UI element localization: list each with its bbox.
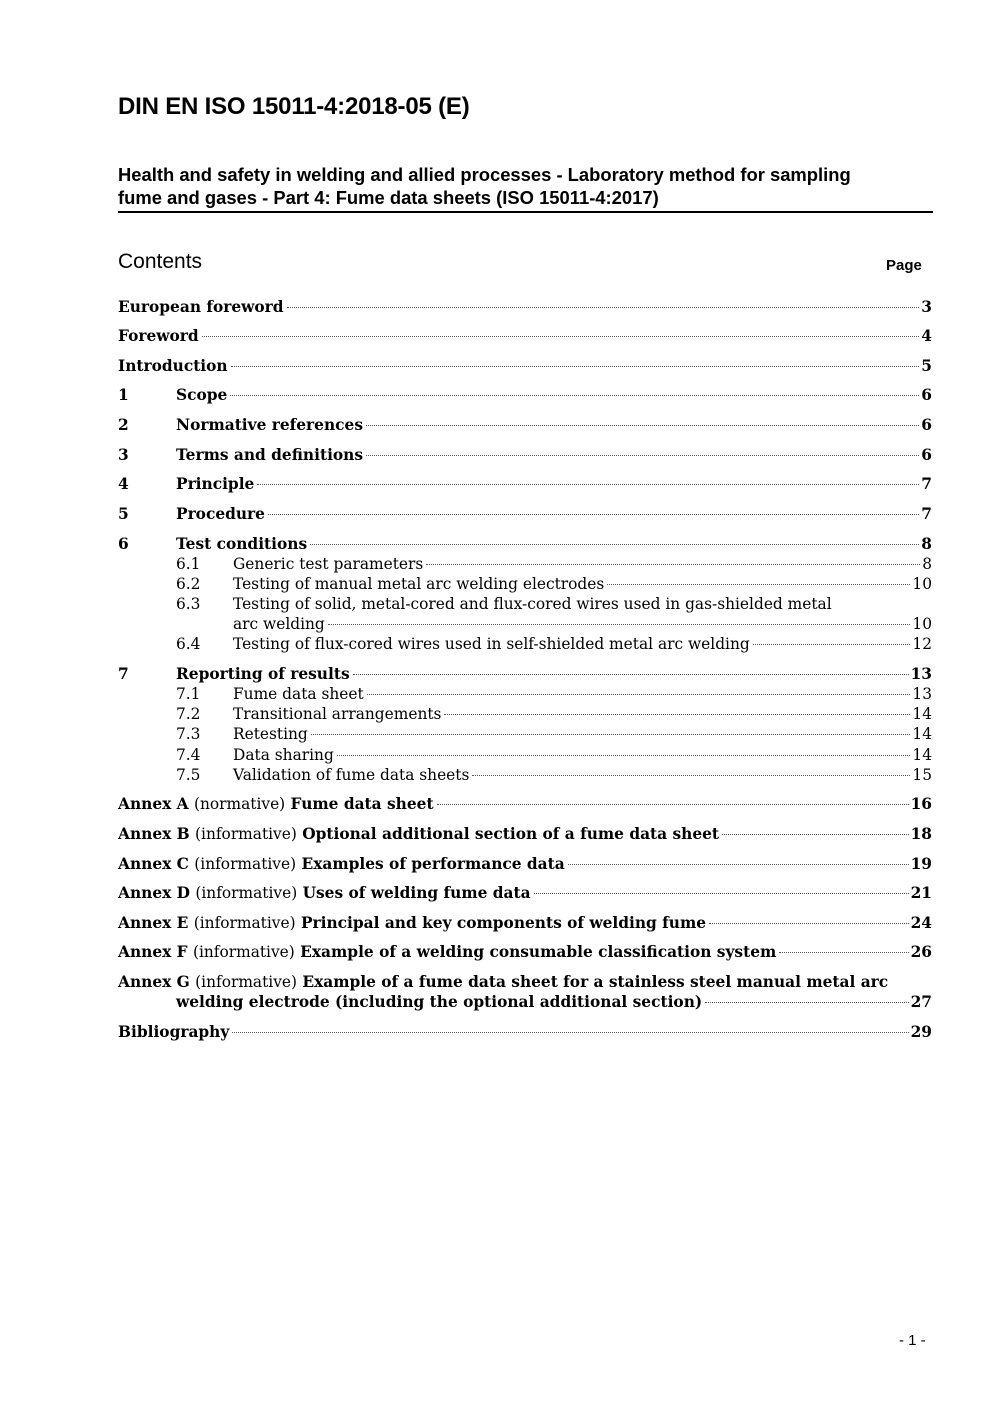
toc-leader-dots bbox=[709, 923, 909, 924]
toc-page-number: 6 bbox=[921, 386, 932, 404]
toc-entry-title: Retesting bbox=[233, 725, 308, 743]
toc-page-number: 7 bbox=[921, 505, 932, 523]
toc-page-number: 7 bbox=[921, 475, 932, 493]
toc-section-number: 5 bbox=[118, 505, 129, 523]
annex-title: Fume data sheet bbox=[290, 795, 434, 813]
subtitle-line-1: Health and safety in welding and allied processes - Laboratory method for sampling bbox=[118, 164, 851, 185]
toc-leader-dots bbox=[444, 714, 910, 715]
annex-type: (normative) bbox=[193, 795, 286, 813]
toc-section-number: 7.5 bbox=[176, 766, 201, 784]
toc-entry-title: Reporting of results bbox=[176, 665, 350, 683]
annex-type: (informative) bbox=[195, 973, 297, 991]
toc-entry-annex-a[interactable] bbox=[118, 794, 932, 814]
toc-leader-dots bbox=[779, 952, 908, 953]
toc-entry-testing-gas-shielded-wires[interactable] bbox=[176, 594, 832, 614]
annex-type: (informative) bbox=[195, 825, 297, 843]
toc-entry-european-foreword[interactable] bbox=[118, 297, 932, 317]
toc-page-number: 16 bbox=[910, 795, 932, 813]
annex-label: Annex E bbox=[118, 914, 189, 932]
toc-section-number: 7.3 bbox=[176, 725, 201, 743]
document-id: DIN EN ISO 15011-4:2018-05 (E) bbox=[118, 93, 470, 120]
toc-section-number: 4 bbox=[118, 475, 129, 493]
toc-leader-dots bbox=[328, 624, 911, 625]
toc-entry-title bbox=[118, 913, 706, 933]
toc-leader-dots bbox=[202, 336, 920, 337]
toc-section-number: 6 bbox=[118, 535, 129, 553]
toc-entry-testing-mma-electrodes[interactable] bbox=[176, 574, 932, 594]
toc-entry-title: Scope bbox=[176, 386, 228, 404]
toc-leader-dots bbox=[230, 395, 919, 396]
toc-section-number: 2 bbox=[118, 416, 129, 434]
toc-leader-dots bbox=[568, 864, 909, 865]
toc-section-number: 1 bbox=[118, 386, 129, 404]
annex-label: Annex B bbox=[118, 825, 190, 843]
toc-entry-testing-gas-shielded-wires-cont[interactable] bbox=[233, 614, 932, 634]
toc-entry-principle[interactable] bbox=[118, 474, 932, 494]
toc-page-number: 26 bbox=[910, 943, 932, 961]
toc-entry-title bbox=[118, 854, 565, 874]
annex-type: (informative) bbox=[192, 943, 295, 961]
toc-page-number: 18 bbox=[910, 825, 932, 843]
toc-leader-dots bbox=[257, 484, 919, 485]
toc-page-number: 24 bbox=[910, 914, 932, 932]
toc-entry-data-sharing[interactable] bbox=[176, 745, 932, 765]
toc-section-number: 7.1 bbox=[176, 685, 201, 703]
annex-title: Examples of performance data bbox=[301, 855, 565, 873]
toc-entry-title: Normative references bbox=[176, 416, 363, 434]
toc-entry-retesting[interactable] bbox=[176, 724, 932, 744]
toc-page-number: 4 bbox=[921, 327, 932, 345]
toc-section-number: 6.4 bbox=[176, 635, 201, 653]
toc-entry-title bbox=[118, 942, 776, 962]
toc-entry-title: Procedure bbox=[176, 505, 265, 523]
toc-entry-generic-test-parameters[interactable] bbox=[176, 554, 932, 574]
toc-entry-foreword[interactable] bbox=[118, 326, 932, 346]
toc-entry-title: Transitional arrangements bbox=[233, 705, 442, 723]
annex-title-line-2: welding electrode (including the optional additional section) bbox=[176, 993, 703, 1011]
toc-entry-title: Bibliography bbox=[118, 1023, 230, 1041]
toc-section-number: 3 bbox=[118, 446, 129, 464]
toc-entry-title: Principle bbox=[176, 475, 255, 493]
subtitle-line-2: fume and gases - Part 4: Fume data sheets (ISO 15011-4:2017) bbox=[118, 187, 659, 208]
toc-section-number: 6.2 bbox=[176, 575, 201, 593]
toc-page-number: 21 bbox=[910, 884, 932, 902]
toc-leader-dots bbox=[337, 755, 911, 756]
toc-entry-introduction[interactable] bbox=[118, 356, 932, 376]
annex-label: Annex D bbox=[118, 884, 190, 902]
toc-page-number: 8 bbox=[922, 555, 932, 573]
toc-entry-annex-e[interactable] bbox=[118, 913, 932, 933]
toc-leader-dots bbox=[366, 455, 919, 456]
annex-title: Principal and key components of welding fume bbox=[300, 914, 707, 932]
toc-entry-annex-c[interactable] bbox=[118, 854, 932, 874]
toc-entry-normative-references[interactable] bbox=[118, 415, 932, 435]
toc-entry-fume-data-sheet[interactable] bbox=[176, 684, 932, 704]
annex-type: (informative) bbox=[193, 914, 296, 932]
contents-heading: Contents bbox=[118, 250, 203, 273]
toc-entry-title: Generic test parameters bbox=[233, 555, 424, 573]
toc-leader-dots bbox=[722, 834, 909, 835]
toc-page-number: 14 bbox=[912, 705, 932, 723]
toc-page-number: 12 bbox=[912, 635, 932, 653]
toc-page-number: 15 bbox=[912, 766, 932, 784]
annex-title: Uses of welding fume data bbox=[302, 884, 531, 902]
toc-leader-dots bbox=[753, 644, 911, 645]
toc-entry-title: Data sharing bbox=[233, 746, 334, 764]
toc-page-number: 6 bbox=[921, 416, 932, 434]
toc-leader-dots bbox=[366, 425, 919, 426]
toc-page-number: 10 bbox=[912, 575, 932, 593]
toc-page-number: 5 bbox=[921, 357, 932, 375]
toc-entry-annex-b[interactable] bbox=[118, 824, 932, 844]
toc-entry-reporting-results[interactable] bbox=[118, 664, 932, 684]
annex-title: Example of a welding consumable classification system bbox=[300, 943, 777, 961]
toc-leader-dots bbox=[268, 514, 919, 515]
toc-leader-dots bbox=[426, 564, 920, 565]
toc-leader-dots bbox=[231, 366, 920, 367]
toc-entry-title: Test conditions bbox=[176, 535, 308, 553]
toc-leader-dots bbox=[705, 1002, 908, 1003]
toc-leader-dots bbox=[607, 584, 910, 585]
toc-entry-title: Fume data sheet bbox=[233, 685, 364, 703]
annex-type: (informative) bbox=[195, 884, 298, 902]
toc-entry-annex-d[interactable] bbox=[118, 883, 932, 903]
toc-leader-dots bbox=[534, 893, 909, 894]
toc-entry-title: Testing of flux-cored wires used in self-shielded metal arc welding bbox=[233, 635, 750, 653]
annex-title-line-1: Example of a fume data sheet for a stainless steel manual metal arc bbox=[302, 973, 889, 991]
toc-leader-dots bbox=[472, 775, 910, 776]
toc-section-number: 7 bbox=[118, 665, 129, 683]
toc-section-number: 6.1 bbox=[176, 555, 201, 573]
toc-entry-title bbox=[118, 824, 719, 844]
toc-entry-title-line-1: Testing of solid, metal-cored and flux-cored wires used in gas-shielded metal bbox=[233, 595, 832, 613]
toc-leader-dots bbox=[287, 307, 920, 308]
toc-entry-test-conditions[interactable] bbox=[118, 534, 932, 554]
toc-leader-dots bbox=[437, 804, 909, 805]
toc-leader-dots bbox=[311, 734, 911, 735]
toc-page-number: 14 bbox=[912, 725, 932, 743]
toc-page-number: 14 bbox=[912, 746, 932, 764]
page-number: - 1 - bbox=[899, 1332, 926, 1349]
toc-page-number: 13 bbox=[912, 685, 932, 703]
toc-page-number: 10 bbox=[912, 615, 932, 633]
toc-page-number: 29 bbox=[910, 1023, 932, 1041]
toc-page-number: 19 bbox=[910, 855, 932, 873]
toc-entry-validation-fume-data-sheets[interactable] bbox=[176, 765, 932, 785]
toc-section-number: 6.3 bbox=[176, 595, 201, 613]
annex-type: (informative) bbox=[194, 855, 297, 873]
toc-page-number: 3 bbox=[921, 298, 932, 316]
toc-leader-dots bbox=[353, 674, 909, 675]
toc-entry-terms-definitions[interactable] bbox=[118, 445, 932, 465]
toc-entry-annex-g-cont[interactable] bbox=[176, 992, 932, 1012]
toc-section-number: 7.2 bbox=[176, 705, 201, 723]
toc-page-number: 8 bbox=[921, 535, 932, 553]
toc-page-number: 6 bbox=[921, 446, 932, 464]
toc-entry-title: Foreword bbox=[118, 327, 199, 345]
annex-label: Annex A bbox=[118, 795, 189, 813]
annex-title: Optional additional section of a fume data sheet bbox=[302, 825, 720, 843]
toc-entry-title bbox=[118, 794, 434, 814]
toc-entry-annex-f[interactable] bbox=[118, 942, 932, 962]
toc-entry-title: Validation of fume data sheets bbox=[233, 766, 470, 784]
annex-label: Annex C bbox=[118, 855, 189, 873]
toc-entry-title bbox=[118, 883, 531, 903]
toc-entry-scope[interactable] bbox=[118, 385, 932, 405]
toc-entry-title-line-2: arc welding bbox=[233, 615, 325, 633]
toc-page-number: 13 bbox=[910, 665, 932, 683]
toc-entry-title: Testing of manual metal arc welding electrodes bbox=[233, 575, 605, 593]
toc-section-number: 7.4 bbox=[176, 746, 201, 764]
toc-entry-annex-g[interactable] bbox=[118, 972, 888, 992]
toc-leader-dots bbox=[310, 544, 919, 545]
toc-page-number: 27 bbox=[910, 993, 932, 1011]
page-column-label: Page bbox=[886, 257, 922, 274]
toc-entry-testing-self-shielded-wires[interactable] bbox=[176, 634, 932, 654]
toc-entry-bibliography[interactable] bbox=[118, 1022, 932, 1042]
toc-entry-title: Introduction bbox=[118, 357, 228, 375]
toc-entry-title: Terms and definitions bbox=[176, 446, 364, 464]
annex-label: Annex F bbox=[118, 943, 188, 961]
toc-entry-procedure[interactable] bbox=[118, 504, 932, 524]
document-subtitle bbox=[118, 163, 933, 213]
toc-entry-transitional-arrangements[interactable] bbox=[176, 704, 932, 724]
toc-leader-dots bbox=[232, 1032, 908, 1033]
toc-entry-title: European foreword bbox=[118, 298, 284, 316]
toc-leader-dots bbox=[367, 694, 911, 695]
annex-label: Annex G bbox=[118, 973, 190, 991]
